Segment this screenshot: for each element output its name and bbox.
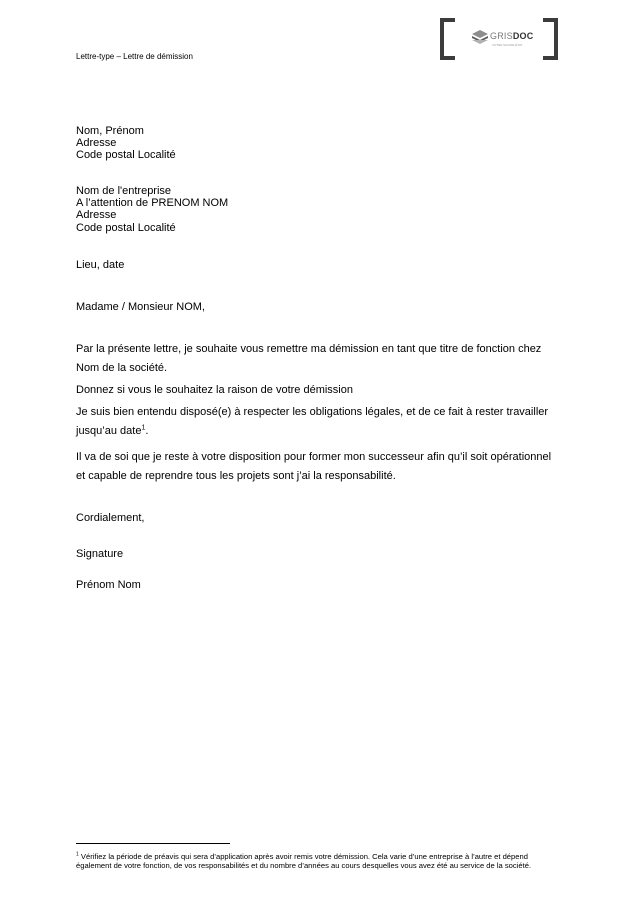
- recipient-block: [76, 185, 228, 234]
- salutation: Madame / Monsieur NOM,: [76, 301, 205, 313]
- logo-wordmark-light: GRIS: [490, 31, 513, 41]
- sender-name: Nom, Prénom: [76, 125, 144, 137]
- body-paragraph-2: Donnez si vous le souhaitez la raison de votre démission: [76, 384, 353, 396]
- footnote: [76, 852, 560, 871]
- logo-wordmark-bold: DOC: [512, 31, 534, 41]
- body-paragraph-1: Par la présente lettre, je souhaite vous remettre ma démission en tant que titre de fonction chez Nom de la société.: [76, 343, 542, 374]
- footnote-separator: [76, 843, 230, 844]
- body-paragraph-4: Il va de soi que je reste à votre disposition pour former mon successeur afin qu’il soit opérationnel et capable de reprendre tous les projets sont j’ai la responsabilité.: [76, 451, 552, 482]
- sender-address: Adresse: [76, 137, 117, 150]
- sender-postal: Code postal Localité: [76, 149, 176, 162]
- logo-wordmark: [490, 31, 533, 41]
- recipient-postal: Code postal Localité: [76, 221, 176, 234]
- logo-cube-icon: [472, 30, 488, 44]
- sender-block: [76, 125, 176, 162]
- logo-left-bracket: [440, 18, 455, 60]
- footnote-text: Vérifiez la période de préavis qui sera d’application après avoir remis votre démission. Cela varie d’une entreprise à l’autre et dépend également de votre fonction, de vos responsabilités et du nombre d’années au cours desquelles vous avez été au service de la société.: [76, 852, 532, 871]
- footnote-marker: 1: [76, 851, 79, 858]
- grisdoc-logo: [440, 18, 558, 60]
- body-paragraph-3-text: Je suis bien entendu disposé(e) à respecter les obligations légales, et de ce fait à rester travailler jusqu’au date: [76, 406, 549, 437]
- recipient-company: Nom de l'entreprise: [76, 185, 172, 197]
- logo-tagline: VOTRE SAVOIR-ÉTAT: [492, 43, 523, 47]
- place-date: Lieu, date: [76, 259, 125, 271]
- closing: Cordialement,: [76, 512, 145, 524]
- signature-label: Signature: [76, 548, 124, 560]
- recipient-attention: A l’attention de PRENOM NOM: [76, 197, 229, 210]
- logo-right-bracket: [543, 18, 558, 60]
- document-header-label: Lettre-type – Lettre de démission: [76, 52, 193, 61]
- recipient-address: Adresse: [76, 209, 117, 222]
- signer-name: Prénom Nom: [76, 579, 141, 591]
- body-paragraph-3: [76, 403, 556, 441]
- footnote-reference: 1: [141, 424, 146, 432]
- body-paragraph-3-end: .: [145, 425, 149, 437]
